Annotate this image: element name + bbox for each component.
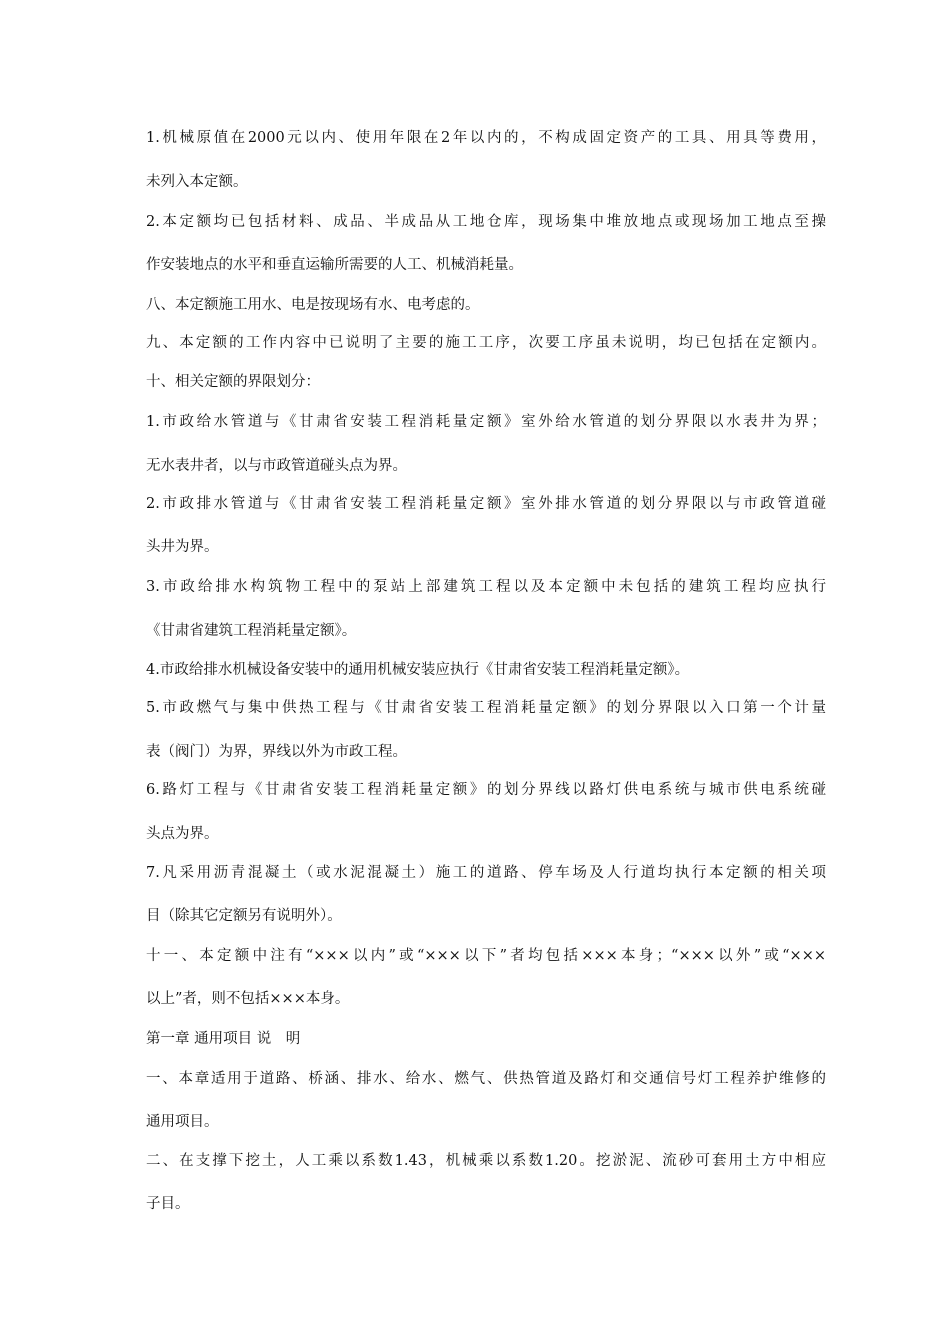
section-heading: 第一章 通用项目 说 明 — [146, 1031, 301, 1047]
text-line: 3.市政给排水构筑物工程中的泵站上部建筑工程以及本定额中未包括的建筑工程均应执行 — [146, 579, 826, 595]
text-line: 一、本章适用于道路、桥涵、排水、给水、燃气、供热管道及路灯和交通信号灯工程养护维修的 — [146, 1071, 826, 1087]
text-line: 以上”者，则不包括×××本身。 — [146, 991, 350, 1007]
text-line: 5.市政燃气与集中供热工程与《甘肃省安装工程消耗量定额》的划分界限以入口第一个计量 — [146, 700, 826, 716]
text-line: 子目。 — [146, 1196, 190, 1212]
text-line: 十一、本定额中注有“×××以内”或“×××以下”者均包括×××本身；“×××以外”或“××× — [146, 948, 826, 964]
text-line: 八、本定额施工用水、电是按现场有水、电考虑的。 — [146, 297, 480, 313]
text-line: 7.凡采用沥青混凝土（或水泥混凝土）施工的道路、停车场及人行道均执行本定额的相关项 — [146, 865, 826, 881]
text-line: 6.路灯工程与《甘肃省安装工程消耗量定额》的划分界线以路灯供电系统与城市供电系统碰 — [146, 782, 826, 798]
text-line: 目（除其它定额另有说明外）。 — [146, 908, 342, 924]
text-line: 未列入本定额。 — [146, 174, 248, 190]
text-line: 4.市政给排水机械设备安装中的通用机械安装应执行《甘肃省安装工程消耗量定额》。 — [146, 662, 690, 678]
text-line: 1.市政给水管道与《甘肃省安装工程消耗量定额》室外给水管道的划分界限以水表井为界； — [146, 414, 826, 430]
text-line: 2.市政排水管道与《甘肃省安装工程消耗量定额》室外排水管道的划分界限以与市政管道碰 — [146, 496, 826, 512]
text-line: 2.本定额均已包括材料、成品、半成品从工地仓库，现场集中堆放地点或现场加工地点至操 — [146, 214, 826, 230]
text-line: 头井为界。 — [146, 539, 219, 555]
text-line: 无水表井者，以与市政管道碰头点为界。 — [146, 458, 407, 474]
text-line: 头点为界。 — [146, 826, 219, 842]
text-line: 《甘肃省建筑工程消耗量定额》。 — [146, 623, 357, 639]
text-line: 九、本定额的工作内容中已说明了主要的施工工序，次要工序虽未说明，均已包括在定额内。 — [146, 335, 826, 351]
text-line: 表（阀门）为界，界线以外为市政工程。 — [146, 744, 407, 760]
text-line: 通用项目。 — [146, 1114, 219, 1130]
text-line: 1.机械原值在2000元以内、使用年限在2年以内的，不构成固定资产的工具、用具等费用， — [146, 130, 826, 146]
text-line: 十、相关定额的界限划分： — [146, 374, 320, 390]
text-line: 作安装地点的水平和垂直运输所需要的人工、机械消耗量。 — [146, 257, 523, 273]
text-line: 二、在支撑下挖土，人工乘以系数1.43，机械乘以系数1.20。挖淤泥、流砂可套用土方中相应 — [146, 1153, 826, 1169]
